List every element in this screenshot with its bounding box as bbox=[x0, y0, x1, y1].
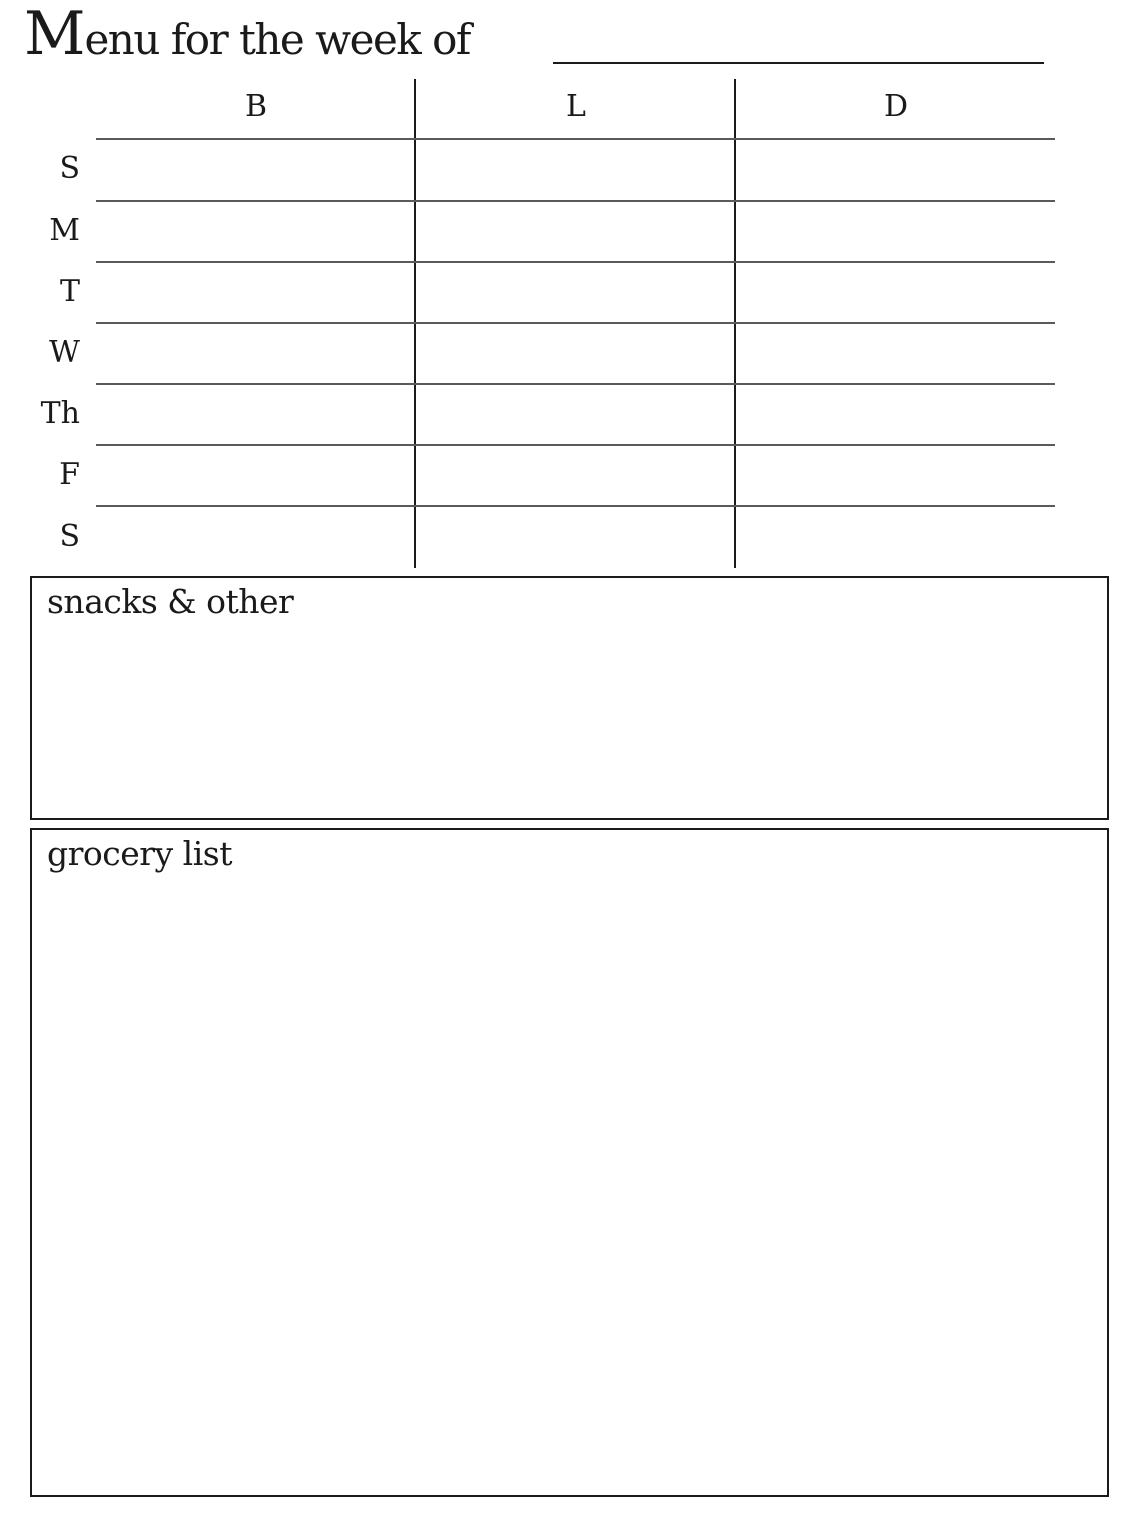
row-label-monday: M bbox=[49, 213, 80, 248]
grocery-list-label: grocery list bbox=[47, 834, 232, 873]
page-title-initial: M bbox=[24, 0, 85, 69]
page-title-rest: enu for the week of bbox=[84, 15, 470, 64]
grocery-list-box[interactable] bbox=[30, 828, 1109, 1497]
snacks-box[interactable] bbox=[30, 576, 1109, 820]
row-label-saturday: S bbox=[59, 519, 80, 554]
row-divider bbox=[96, 322, 1055, 324]
column-header-lunch: L bbox=[566, 89, 586, 124]
column-header-dinner: D bbox=[883, 89, 909, 124]
row-label-thursday: Th bbox=[40, 396, 80, 431]
meal-grid bbox=[0, 0, 1140, 575]
row-divider bbox=[96, 444, 1055, 446]
row-divider bbox=[96, 200, 1055, 202]
snacks-label: snacks & other bbox=[47, 582, 294, 621]
row-label-sunday: S bbox=[59, 151, 80, 186]
row-divider bbox=[96, 138, 1055, 140]
row-divider bbox=[96, 261, 1055, 263]
row-divider bbox=[96, 383, 1055, 385]
row-label-tuesday: T bbox=[59, 274, 80, 309]
row-label-wednesday: W bbox=[49, 335, 80, 370]
column-header-breakfast: B bbox=[244, 89, 268, 124]
row-label-friday: F bbox=[59, 457, 80, 492]
row-divider bbox=[96, 505, 1055, 507]
